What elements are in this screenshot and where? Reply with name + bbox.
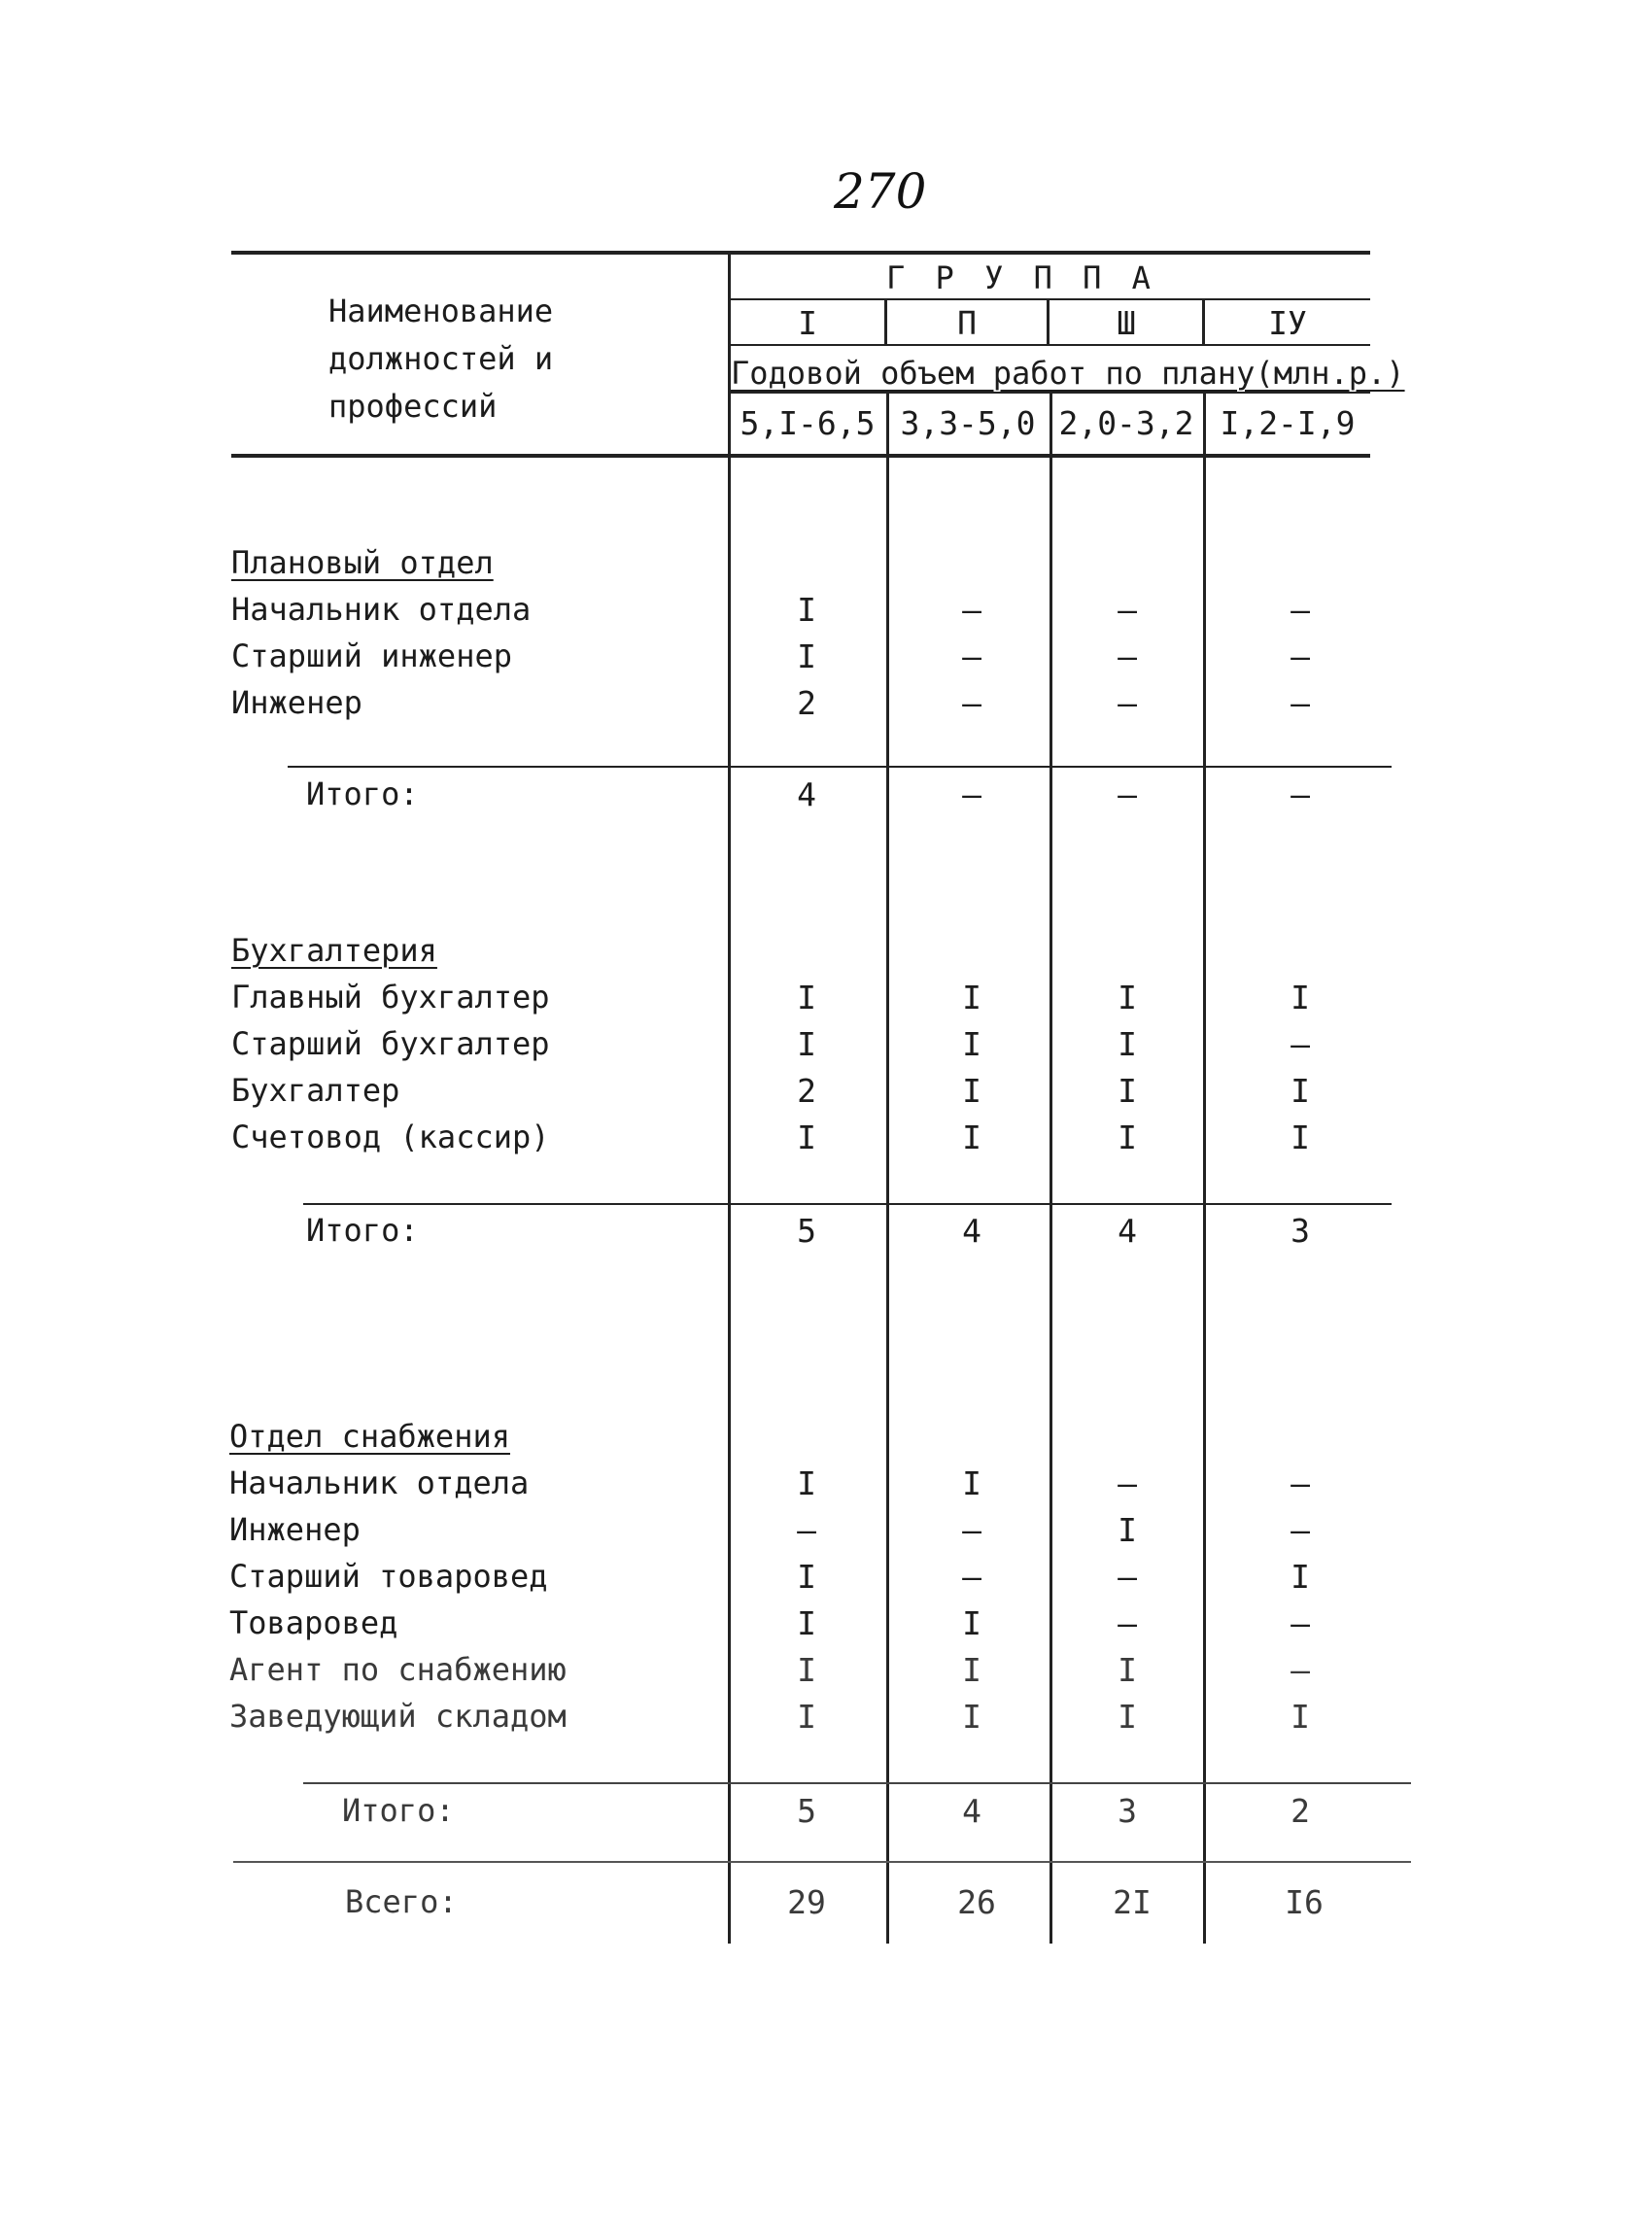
total-value-g2: – <box>962 775 981 813</box>
total-value-g4: – <box>1291 775 1310 813</box>
total-value-g4: 2 <box>1291 1792 1310 1830</box>
total-value-g3: 4 <box>1118 1212 1137 1250</box>
row-label: Главный бухгалтер <box>231 979 550 1016</box>
row-value-g1: 2 <box>797 1072 816 1110</box>
row-value-g4: I <box>1291 1698 1310 1736</box>
row-value-g1: I <box>797 591 816 629</box>
row-value-g2: I <box>962 1698 981 1736</box>
row-value-g2: I <box>962 1604 981 1642</box>
total-label: Итого: <box>306 775 419 812</box>
row-label: Агент по снабжению <box>229 1651 567 1688</box>
row-label: Инженер <box>229 1511 361 1548</box>
total-value-g3: – <box>1118 775 1137 813</box>
row-value-g3: – <box>1118 1558 1137 1596</box>
row-label: Заведующий складом <box>229 1698 567 1735</box>
row-value-g3: I <box>1118 1025 1137 1063</box>
row-value-g2: – <box>962 684 981 722</box>
total-value-g2: 4 <box>962 1792 981 1830</box>
row-value-g1: I <box>797 1651 816 1689</box>
row-value-g1: I <box>797 1558 816 1596</box>
subtotal-rule <box>303 1782 1411 1784</box>
row-value-g3: I <box>1118 1511 1137 1549</box>
group-rule <box>731 298 1370 300</box>
total-label: Итого: <box>342 1792 455 1829</box>
row-label: Счетовод (кассир) <box>231 1119 550 1155</box>
row-value-g2: – <box>962 637 981 675</box>
row-value-g3: I <box>1118 979 1137 1016</box>
total-value-g4: 3 <box>1291 1212 1310 1250</box>
row-value-g4: – <box>1291 1604 1310 1642</box>
volume-range-1: 5,I-6,5 <box>740 404 876 442</box>
row-value-g3: I <box>1118 1119 1137 1156</box>
group-title: Г Р У П П А <box>886 259 1156 296</box>
section-title-planning: Плановый отдел <box>231 544 494 581</box>
total-value-g1: 5 <box>797 1212 816 1250</box>
group-numbers-rule <box>731 344 1370 346</box>
section-title-accounting: Бухгалтерия <box>231 932 437 969</box>
volume-range-4: I,2-I,9 <box>1220 404 1356 442</box>
row-label: Бухгалтер <box>231 1072 400 1109</box>
row-value-g3: – <box>1118 637 1137 675</box>
row-label: Товаровед <box>229 1604 398 1641</box>
row-label: Инженер <box>231 684 362 721</box>
row-value-g1: 2 <box>797 684 816 722</box>
row-value-g2: – <box>962 591 981 629</box>
row-value-g1: I <box>797 1025 816 1063</box>
total-value-g1: 5 <box>797 1792 816 1830</box>
row-value-g2: I <box>962 979 981 1016</box>
total-value-g2: 4 <box>962 1212 981 1250</box>
row-value-g1: I <box>797 1604 816 1642</box>
grand-total-g3: 2I <box>1113 1883 1152 1921</box>
row-value-g4: – <box>1291 1651 1310 1689</box>
group-number-2: П <box>957 304 977 342</box>
position-col-label-1: Наименование <box>328 293 554 329</box>
row-label: Старший бухгалтер <box>231 1025 550 1062</box>
group-number-1: I <box>798 304 817 342</box>
row-label: Начальник отдела <box>231 591 532 628</box>
row-value-g4: – <box>1291 1511 1310 1549</box>
row-value-g4: I <box>1291 979 1310 1016</box>
grand-total-g1: 29 <box>787 1883 826 1921</box>
row-value-g4: – <box>1291 637 1310 675</box>
grand-total-rule <box>233 1861 1411 1863</box>
row-value-g3: – <box>1118 684 1137 722</box>
row-value-g1: I <box>797 979 816 1016</box>
row-value-g1: I <box>797 1464 816 1502</box>
position-col-label-3: профессий <box>328 388 498 425</box>
row-label: Начальник отдела <box>229 1464 530 1501</box>
row-value-g2: I <box>962 1025 981 1063</box>
header-bottom-rule <box>231 454 1370 458</box>
row-value-g4: – <box>1291 1464 1310 1502</box>
row-value-g3: – <box>1118 1464 1137 1502</box>
subtotal-rule <box>288 766 1392 768</box>
row-value-g4: – <box>1291 1025 1310 1063</box>
row-value-g2: I <box>962 1119 981 1156</box>
volume-label: Годовой объем работ по плану(млн.р.) <box>731 355 1405 392</box>
col-divider-1b <box>886 392 889 1944</box>
row-value-g4: I <box>1291 1072 1310 1110</box>
section-title-supply: Отдел снабжения <box>229 1418 510 1455</box>
row-value-g4: – <box>1291 591 1310 629</box>
row-value-g4: I <box>1291 1119 1310 1156</box>
row-value-g4: – <box>1291 684 1310 722</box>
table-top-rule <box>231 251 1370 255</box>
row-value-g1: I <box>797 1698 816 1736</box>
row-label: Старший товаровед <box>229 1558 548 1595</box>
row-value-g2: I <box>962 1651 981 1689</box>
row-value-g2: – <box>962 1511 981 1549</box>
position-col-label-2: должностей и <box>328 340 554 377</box>
grand-total-g4: I6 <box>1285 1883 1324 1921</box>
row-value-g2: I <box>962 1072 981 1110</box>
subtotal-rule <box>303 1203 1392 1205</box>
group-number-4: IУ <box>1268 304 1307 342</box>
row-value-g2: I <box>962 1464 981 1502</box>
grand-total-label: Всего: <box>345 1883 458 1920</box>
total-value-g1: 4 <box>797 775 816 813</box>
row-value-g3: I <box>1118 1651 1137 1689</box>
page-number: 270 <box>834 163 927 220</box>
group-number-3: Ш <box>1117 304 1136 342</box>
total-label: Итого: <box>306 1212 419 1249</box>
row-value-g3: I <box>1118 1698 1137 1736</box>
row-value-g1: I <box>797 1119 816 1156</box>
row-value-g1: I <box>797 637 816 675</box>
volume-range-3: 2,0-3,2 <box>1058 404 1194 442</box>
row-value-g4: I <box>1291 1558 1310 1596</box>
volume-range-2: 3,3-5,0 <box>900 404 1036 442</box>
grand-total-g2: 26 <box>957 1883 996 1921</box>
row-value-g3: – <box>1118 1604 1137 1642</box>
row-label: Старший инженер <box>231 637 512 674</box>
row-value-g3: I <box>1118 1072 1137 1110</box>
row-value-g3: – <box>1118 591 1137 629</box>
total-value-g3: 3 <box>1118 1792 1137 1830</box>
row-value-g1: – <box>797 1511 816 1549</box>
row-value-g2: – <box>962 1558 981 1596</box>
